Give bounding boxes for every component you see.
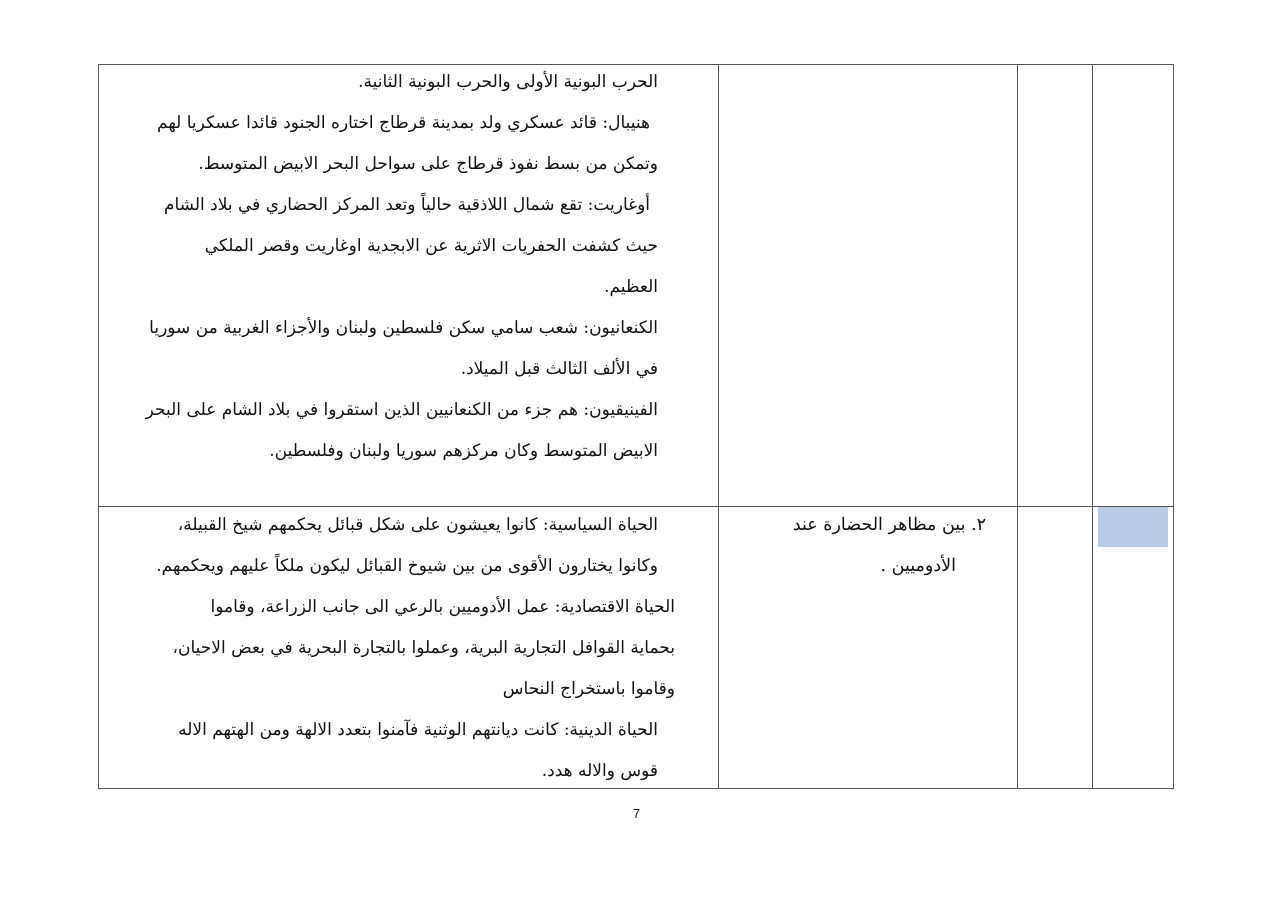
column-divider-content: [718, 64, 719, 788]
table-right-border: [1173, 64, 1174, 788]
row2-objective-cell: [730, 515, 986, 605]
text-line: وتمكن من بسط نفوذ قرطاج على سواحل البحر الابيض المتوسط.: [198, 154, 658, 174]
text-line: وقاموا باستخراج النحاس: [502, 679, 675, 699]
table-bottom-border: [98, 788, 1174, 789]
text-line: العظيم.: [604, 277, 658, 297]
objective-line: ٢. بين مظاهر الحضارة عند: [792, 515, 986, 535]
text-line: الحياة السياسية: كانوا يعيشون على شكل قبائل يحكمهم شيخ القبيلة،: [177, 515, 658, 535]
text-line: الحياة الاقتصادية: عمل الأدوميين بالرعي الى جانب الزراعة، وقاموا: [210, 597, 675, 617]
text-line: الكنعانيون: شعب سامي سكن فلسطين ولبنان والأجزاء الغربية من سوريا: [149, 318, 658, 338]
text-line: أوغاريت: تقع شمال اللاذقية حالياً وتعد المركز الحضاري في بلاد الشام: [163, 195, 650, 215]
table-top-border: [98, 64, 1174, 65]
table-row-divider: [98, 506, 1174, 507]
text-line: الابيض المتوسط وكان مركزهم سوريا ولبنان وفلسطين.: [269, 441, 658, 461]
row2-content-cell: [105, 515, 675, 785]
row1-content-cell: [105, 72, 658, 502]
table-left-border: [98, 64, 99, 788]
text-line: الحياة الدينية: كانت ديانتهم الوثنية فآمنوا بتعدد الالهة ومن الهتهم الاله: [178, 720, 658, 740]
highlight-block: [1098, 507, 1168, 547]
text-line: حيث كشفت الحفريات الاثرية عن الابجدية اوغاريت وقصر الملكي: [204, 236, 658, 256]
text-line: الحرب البونية الأولى والحرب البونية الثانية.: [358, 72, 658, 92]
text-line: في الألف الثالث قبل الميلاد.: [460, 359, 658, 379]
text-line: قوس والاله هدد.: [541, 761, 658, 781]
page-number: 7: [632, 806, 641, 821]
text-line: وكانوا يختارون الأقوى من بين شيوخ القبائل ليكون ملكاً عليهم ويحكمهم.: [156, 556, 658, 576]
text-line: الفينيقيون: هم جزء من الكنعانيين الذين استقروا في بلاد الشام على البحر: [145, 400, 658, 420]
column-divider-small: [1092, 64, 1093, 788]
text-line: هنيبال: قائد عسكري ولد بمدينة قرطاج اختاره الجنود قائدا عسكريا لهم: [157, 113, 650, 133]
text-line: بحماية القوافل التجارية البرية، وعملوا بالتجارة البحرية في بعض الاحيان،: [172, 638, 675, 658]
objective-line: الأدوميين .: [880, 556, 956, 576]
column-divider-objective: [1017, 64, 1018, 788]
